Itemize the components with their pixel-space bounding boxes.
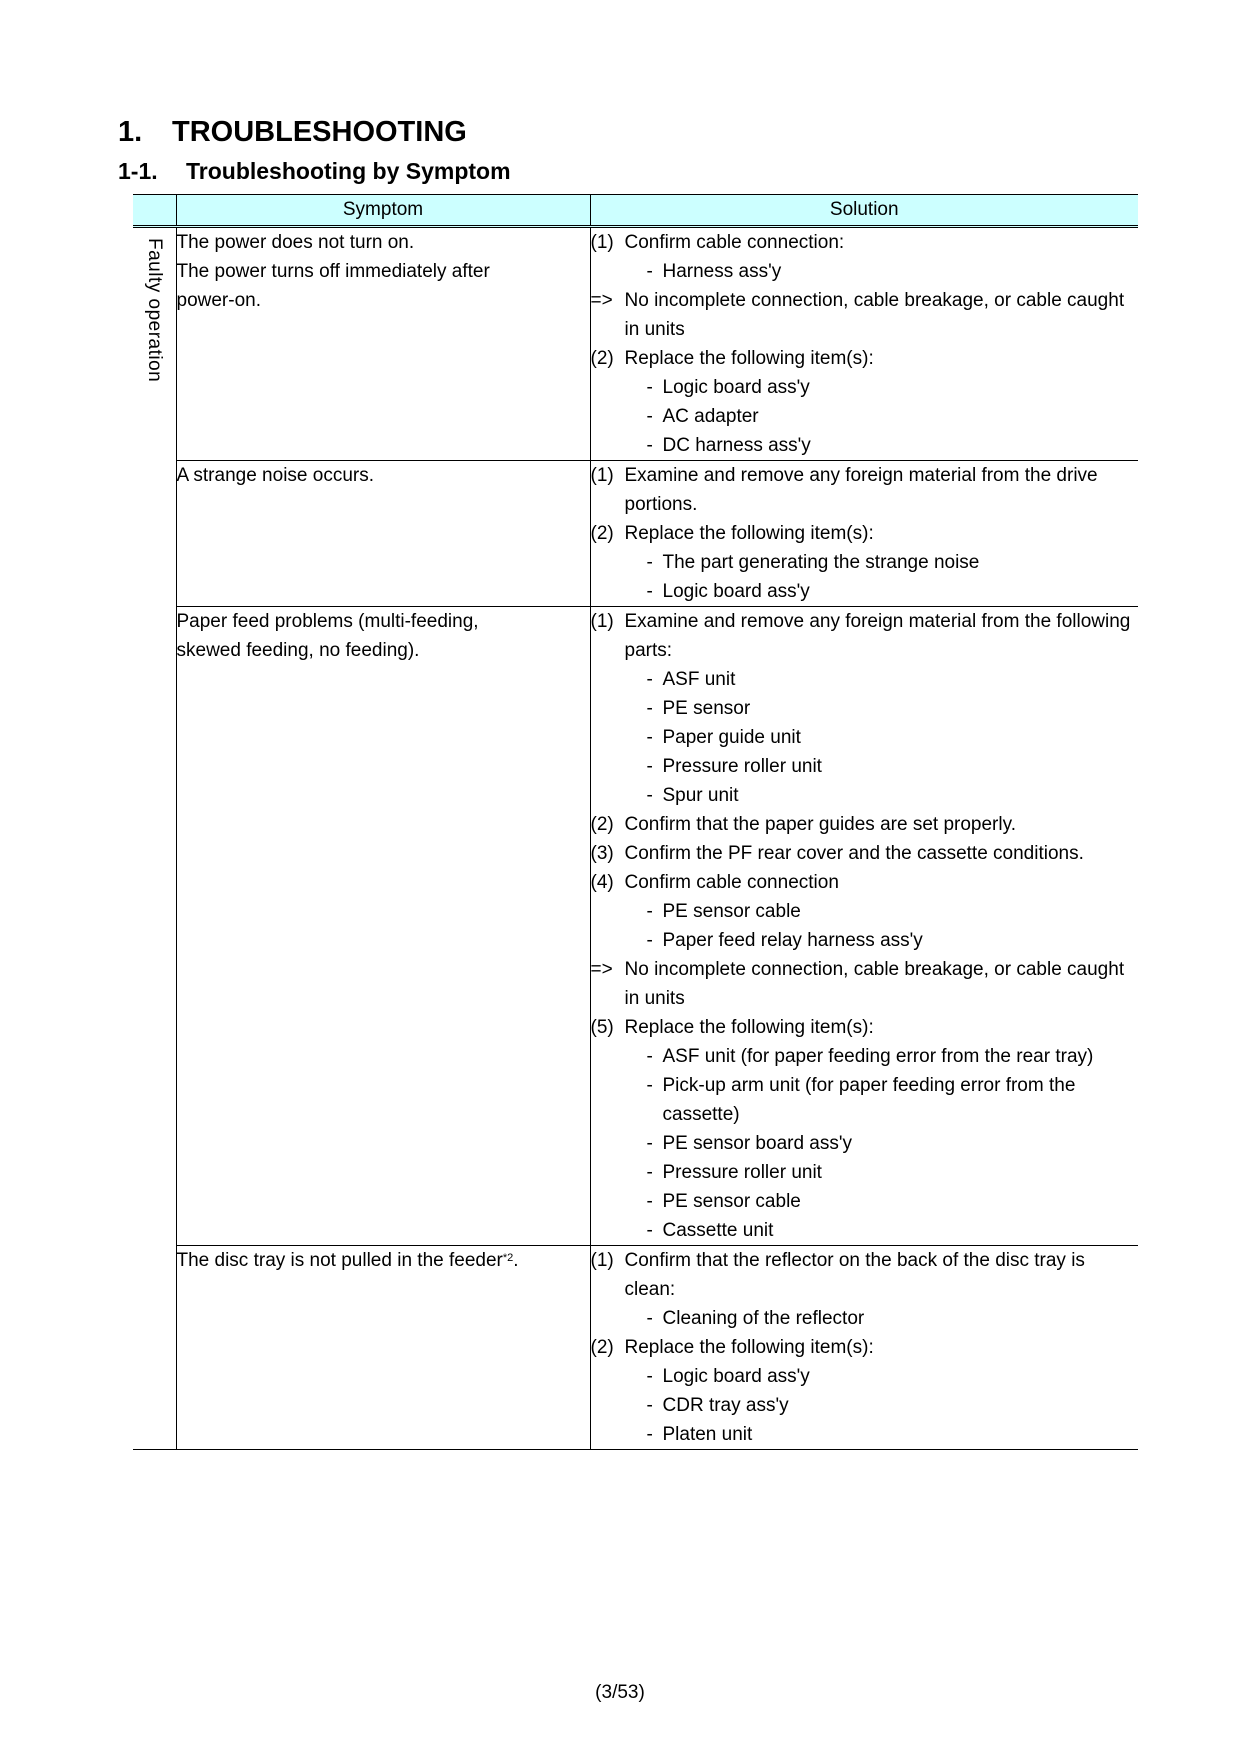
subitem-text: Pressure roller unit [662, 1162, 822, 1183]
solution-subitem [591, 665, 1139, 694]
symptom-line [177, 228, 590, 257]
symptom-cell [176, 607, 590, 1246]
dash-bullet: - [646, 756, 653, 777]
solution-subitem [591, 1129, 1139, 1158]
subitem-text: Cassette unit [662, 1220, 774, 1241]
category-label: Faulty operation [144, 238, 165, 383]
step-text: Confirm cable connection: [624, 232, 845, 253]
dash-bullet: - [646, 930, 653, 951]
dash-bullet: - [646, 261, 653, 282]
dash-bullet: - [646, 669, 653, 690]
dash-bullet: - [646, 785, 653, 806]
section-title: TROUBLESHOOTING [172, 116, 467, 148]
step-marker: (1) [590, 232, 614, 253]
dash-bullet: - [646, 1366, 653, 1387]
troubleshooting-table [133, 194, 1138, 1450]
solution-header: Solution [590, 195, 1138, 227]
step-marker: (5) [590, 1017, 614, 1038]
solution-subitem [591, 577, 1139, 606]
step-text: Confirm cable connection [624, 872, 839, 893]
step-text: Replace the following item(s): [624, 1017, 874, 1038]
step-marker: (2) [590, 814, 614, 835]
step-text: No incomplete connection, cable breakage, or cable caught in units [624, 959, 1125, 1009]
subitem-text: Pressure roller unit [662, 756, 822, 777]
solution-cell [590, 1246, 1138, 1450]
step-marker: (2) [590, 348, 614, 369]
symptom-text: power-on. [176, 290, 261, 311]
subitem-text: Logic board ass'y [662, 581, 810, 602]
step-text: Replace the following item(s): [624, 1337, 874, 1358]
subitem-text: ASF unit [662, 669, 736, 690]
solution-step [591, 839, 1139, 868]
solution-step [591, 1246, 1139, 1304]
solution-step [591, 868, 1139, 897]
section-heading [118, 116, 467, 149]
subitem-text: Paper guide unit [662, 727, 801, 748]
step-marker: (2) [590, 1337, 614, 1358]
solution-subitem [591, 1362, 1139, 1391]
symptom-line [177, 607, 590, 636]
footnote-marker: *2 [502, 1252, 514, 1264]
step-marker: (3) [590, 843, 614, 864]
step-marker: (1) [590, 465, 614, 486]
solution-subitem [591, 1420, 1139, 1449]
solution-cell [590, 607, 1138, 1246]
symptom-text: skewed feeding, no feeding). [176, 640, 420, 661]
page-number: (3/53) [595, 1682, 645, 1703]
solution-subitem [591, 402, 1139, 431]
category-header-cell [133, 195, 176, 227]
dash-bullet: - [646, 1424, 653, 1445]
dash-bullet: - [646, 1220, 653, 1241]
step-marker: (1) [590, 611, 614, 632]
subitem-text: ASF unit (for paper feeding error from the rear tray) [662, 1046, 1094, 1067]
solution-step [591, 228, 1139, 257]
step-text: Examine and remove any foreign material from the following parts: [624, 611, 1131, 661]
dash-bullet: - [646, 552, 653, 573]
dash-bullet: - [646, 1308, 653, 1329]
solution-cell [590, 227, 1138, 461]
solution-subitem [591, 1391, 1139, 1420]
section-number: 1. [118, 116, 143, 148]
subitem-text: Logic board ass'y [662, 1366, 810, 1387]
step-text: Examine and remove any foreign material from the drive portions. [624, 465, 1098, 515]
solution-subitem [591, 897, 1139, 926]
dash-bullet: - [646, 406, 653, 427]
solution-subitem [591, 926, 1139, 955]
step-text: No incomplete connection, cable breakage, or cable caught in units [624, 290, 1125, 340]
solution-subitem [591, 548, 1139, 577]
dash-bullet: - [646, 377, 653, 398]
step-text: Confirm that the paper guides are set properly. [624, 814, 1016, 835]
solution-subitem [591, 1042, 1139, 1071]
dash-bullet: - [646, 901, 653, 922]
subitem-text: PE sensor cable [662, 901, 801, 922]
dash-bullet: - [646, 727, 653, 748]
dash-bullet: - [646, 698, 653, 719]
subsection-number: 1-1. [118, 158, 158, 184]
dash-bullet: - [646, 1046, 653, 1067]
table-row [133, 607, 1138, 1246]
symptom-header: Symptom [176, 195, 590, 227]
subitem-text: CDR tray ass'y [662, 1395, 789, 1416]
table-row [133, 227, 1138, 461]
solution-step [591, 286, 1139, 344]
solution-subitem [591, 694, 1139, 723]
symptom-line [177, 257, 590, 286]
symptom-line [177, 461, 590, 490]
subitem-text: DC harness ass'y [662, 435, 811, 456]
dash-bullet: - [646, 1395, 653, 1416]
solution-step [591, 344, 1139, 373]
symptom-text: A strange noise occurs. [176, 465, 374, 486]
dash-bullet: - [646, 435, 653, 456]
dash-bullet: - [646, 1191, 653, 1212]
subitem-text: Cleaning of the reflector [662, 1308, 865, 1329]
symptom-text-end: . [513, 1250, 519, 1271]
symptom-text: The power turns off immediately after [176, 261, 490, 282]
solution-subitem [591, 1187, 1139, 1216]
step-marker: (4) [590, 872, 614, 893]
subitem-text: PE sensor [662, 698, 751, 719]
solution-step [591, 519, 1139, 548]
solution-cell [590, 461, 1138, 607]
step-marker: => [590, 959, 613, 980]
solution-step [591, 461, 1139, 519]
symptom-text: The power does not turn on. [176, 232, 415, 253]
solution-subitem [591, 752, 1139, 781]
step-text: Replace the following item(s): [624, 348, 874, 369]
subitem-text: Logic board ass'y [662, 377, 810, 398]
step-marker: (2) [590, 523, 614, 544]
symptom-line [177, 636, 590, 665]
step-marker: (1) [590, 1250, 614, 1271]
dash-bullet: - [646, 1133, 653, 1154]
solution-subitem [591, 1304, 1139, 1333]
solution-subitem [591, 723, 1139, 752]
symptom-cell [176, 1246, 590, 1450]
dash-bullet: - [646, 1162, 653, 1183]
subitem-text: Paper feed relay harness ass'y [662, 930, 923, 951]
solution-subitem [591, 1071, 1139, 1129]
subitem-text: PE sensor cable [662, 1191, 801, 1212]
solution-subitem [591, 1216, 1139, 1245]
symptom-line [177, 1246, 590, 1275]
table-body [133, 227, 1138, 1450]
solution-step [591, 1013, 1139, 1042]
solution-subitem [591, 781, 1139, 810]
symptom-line [177, 286, 590, 315]
subsection-heading [118, 158, 511, 185]
symptom-text: Paper feed problems (multi-feeding, [176, 611, 479, 632]
subitem-text: Platen unit [662, 1424, 753, 1445]
solution-subitem [591, 257, 1139, 286]
subitem-text: Harness ass'y [662, 261, 782, 282]
symptom-text: The disc tray is not pulled in the feeder [176, 1250, 503, 1271]
subitem-text: Pick-up arm unit (for paper feeding error from the cassette) [662, 1075, 1076, 1125]
table-header-row [133, 195, 1138, 227]
solution-subitem [591, 373, 1139, 402]
step-text: Replace the following item(s): [624, 523, 874, 544]
subsection-title: Troubleshooting by Symptom [186, 158, 511, 184]
solution-step [591, 810, 1139, 839]
step-text: Confirm the PF rear cover and the cassette conditions. [624, 843, 1084, 864]
subitem-text: PE sensor board ass'y [662, 1133, 852, 1154]
solution-step [591, 1333, 1139, 1362]
subitem-text: The part generating the strange noise [662, 552, 980, 573]
dash-bullet: - [646, 581, 653, 602]
symptom-cell [176, 461, 590, 607]
table-row [133, 461, 1138, 607]
solution-subitem [591, 431, 1139, 460]
category-cell [133, 227, 176, 1450]
step-marker: => [590, 290, 613, 311]
table-row [133, 1246, 1138, 1450]
subitem-text: AC adapter [662, 406, 759, 427]
solution-step [591, 955, 1139, 1013]
dash-bullet: - [646, 1075, 653, 1096]
step-text: Confirm that the reflector on the back of the disc tray is clean: [624, 1250, 1085, 1300]
subitem-text: Spur unit [662, 785, 739, 806]
solution-subitem [591, 1158, 1139, 1187]
solution-step [591, 607, 1139, 665]
symptom-cell [176, 227, 590, 461]
